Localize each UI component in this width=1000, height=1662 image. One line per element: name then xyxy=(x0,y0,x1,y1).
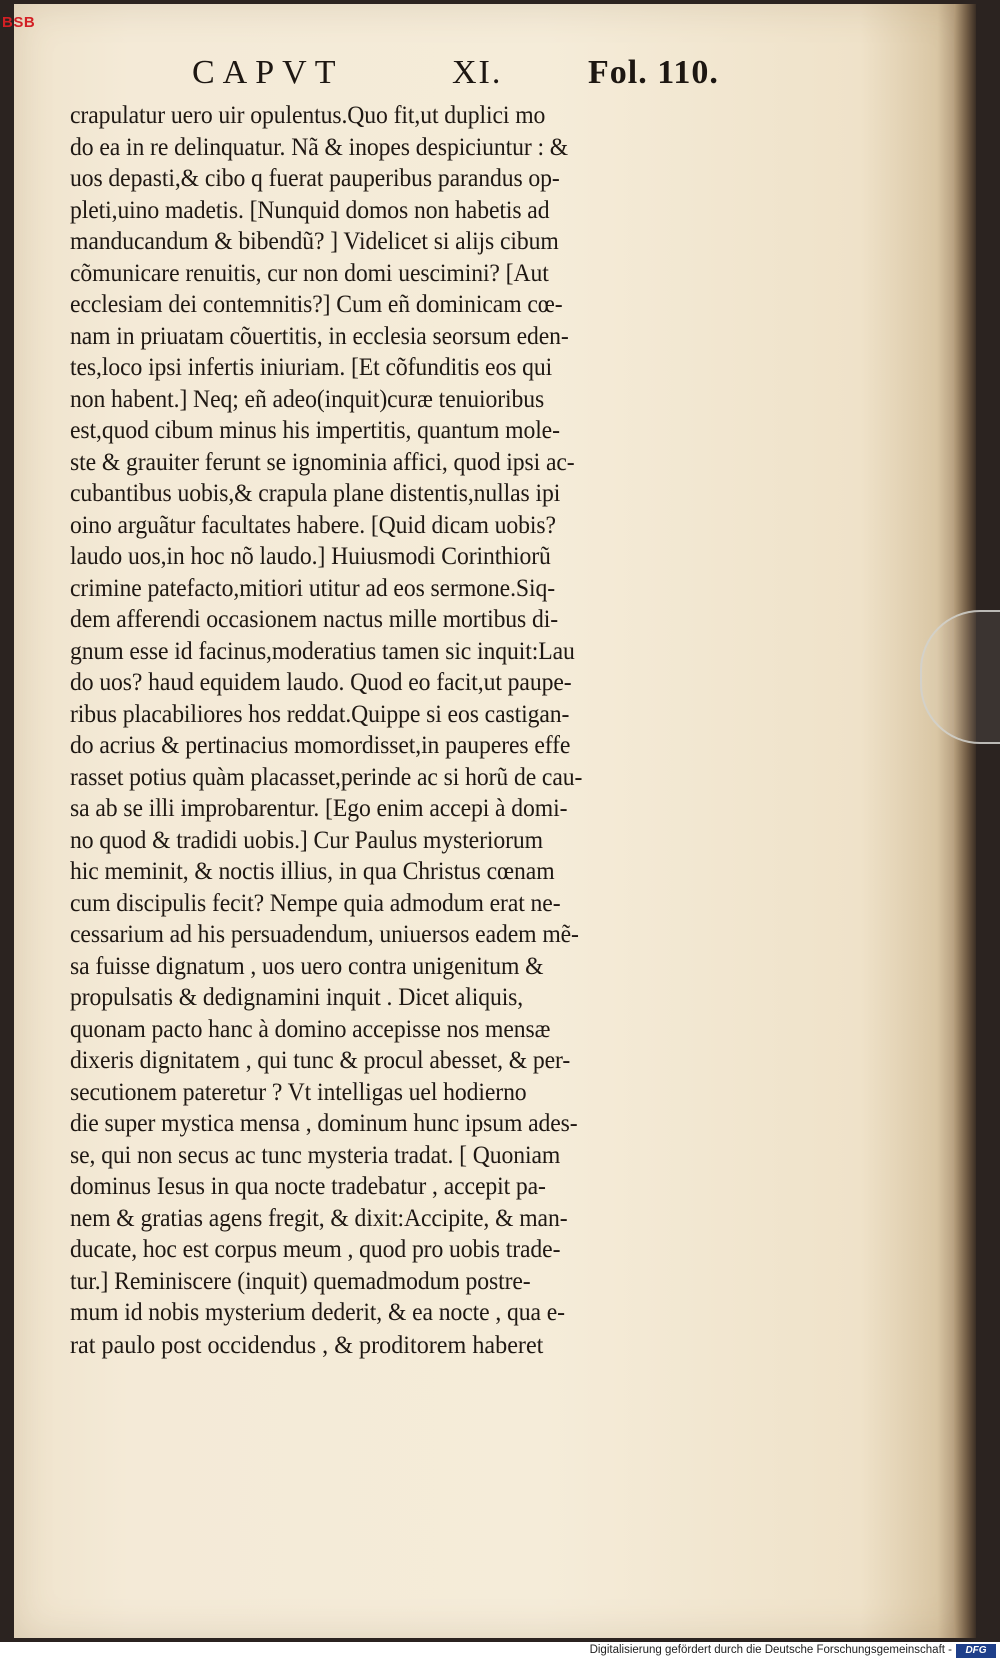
text-line: pleti,uino madetis. [Nunquid domos non habetis ad xyxy=(70,195,550,224)
text-line: se, qui non secus ac tunc mysteria tradat. [ Quoniam xyxy=(70,1140,561,1169)
text-line: dixeris dignitatem , qui tunc & procul abesset, & per- xyxy=(70,1046,571,1074)
text-line: crimine patefacto,mitiori utitur ad eos sermone.Siq- xyxy=(70,573,555,602)
main-text-block xyxy=(70,100,770,1360)
text-line: rat paulo post occidendus , & proditorem haberet xyxy=(70,1329,544,1359)
text-line: nam in priuatam cõuertitis, in ecclesia seorsum eden- xyxy=(70,321,569,350)
text-line: tes,loco ipsi infertis iniuriam. [Et cõfunditis eos qui xyxy=(70,353,553,381)
text-line: nem & gratias agens fregit, & dixit:Accipite, & man- xyxy=(70,1203,568,1232)
page-edge-shadow xyxy=(954,4,976,1638)
chapter-number: XI. xyxy=(452,54,503,91)
dfg-logo: DFG xyxy=(956,1644,996,1658)
text-line: sa fuisse dignatum , uos uero contra unigenitum & xyxy=(70,951,544,980)
text-line: secutionem pateretur ? Vt intelligas uel hodierno xyxy=(70,1077,527,1106)
text-line: quonam pacto hanc à domino accepisse nos mensæ xyxy=(70,1014,551,1043)
text-line: cum discipulis fecit? Nempe quia admodum erat ne- xyxy=(70,888,561,917)
text-line: sa ab se illi improbarentur. [Ego enim accepi à domi- xyxy=(70,794,568,822)
digitization-footer xyxy=(0,1642,1000,1662)
text-line: uos depasti,& cibo q fuerat pauperibus parandus op- xyxy=(70,164,560,192)
chapter-heading: CAPVT xyxy=(192,54,344,91)
text-line: propulsatis & dedignamini inquit . Dicet aliquis, xyxy=(70,983,524,1011)
text-line: laudo uos,in hoc nõ laudo.] Huiusmodi Corinthiorũ xyxy=(70,542,551,570)
text-line: no quod & tradidi uobis.] Cur Paulus mysteriorum xyxy=(70,825,543,854)
text-line: cubantibus uobis,& crapula plane distentis,nullas ipi xyxy=(70,479,561,507)
text-line: do acrius & pertinacius momordisset,in pauperes effe xyxy=(70,731,571,759)
running-head xyxy=(68,54,748,100)
text-line: cessarium ad his persuadendum, uniuersos eadem mẽ- xyxy=(70,920,579,948)
text-line: rasset potius quàm placasset,perinde ac si horũ de cau- xyxy=(70,762,583,791)
text-line: ecclesiam dei contemnitis?] Cum eñ dominicam cœ- xyxy=(70,290,563,318)
text-line: dem afferendi occasionem nactus mille mortibus di- xyxy=(70,605,559,633)
folio-number: Fol. 110. xyxy=(588,54,719,91)
text-line: gnum esse id facinus,moderatius tamen sic inquit:Lau xyxy=(70,636,575,665)
text-line: tur.] Reminiscere (inquit) quemadmodum postre- xyxy=(70,1266,531,1295)
text-line: crapulatur uero uir opulentus.Quo fit,ut duplici mo xyxy=(70,101,546,129)
text-line: do uos? haud equidem laudo. Quod eo facit,ut paupe- xyxy=(70,668,572,696)
text-line: est,quod cibum minus his impertitis, quantum mole- xyxy=(70,416,560,444)
text-line: hic meminit, & noctis illius, in qua Christus cœnam xyxy=(70,857,555,885)
text-line: cõmunicare renuitis, cur non domi uescimini? [Aut xyxy=(70,258,549,287)
bsb-library-mark: BSB xyxy=(2,14,36,31)
text-line: manducandum & bibendũ? ] Videlicet si alijs cibum xyxy=(70,227,559,255)
text-line: non habent.] Neq; eñ adeo(inquit)curæ tenuioribus xyxy=(70,384,545,413)
text-line: do ea in re delinquatur. Nã & inopes despiciuntur : & xyxy=(70,132,569,161)
text-line: dominus Iesus in qua nocte tradebatur , accepit pa- xyxy=(70,1172,546,1200)
text-line: mum id nobis mysterium dederit, & ea nocte , qua e- xyxy=(70,1298,565,1326)
text-line: ducate, hoc est corpus meum , quod pro uobis trade- xyxy=(70,1235,561,1263)
text-line: ribus placabiliores hos reddat.Quippe si eos castigan- xyxy=(70,699,570,728)
text-line: die super mystica mensa , dominum hunc ipsum ades- xyxy=(70,1109,578,1137)
text-line: ste & grauiter ferunt se ignominia affici, quod ipsi ac- xyxy=(70,447,575,476)
funding-credit: Digitalisierung gefördert durch die Deutsche Forschungsgemeinschaft - xyxy=(589,1644,952,1656)
text-line: oino arguãtur facultates habere. [Quid dicam uobis? xyxy=(70,510,556,539)
